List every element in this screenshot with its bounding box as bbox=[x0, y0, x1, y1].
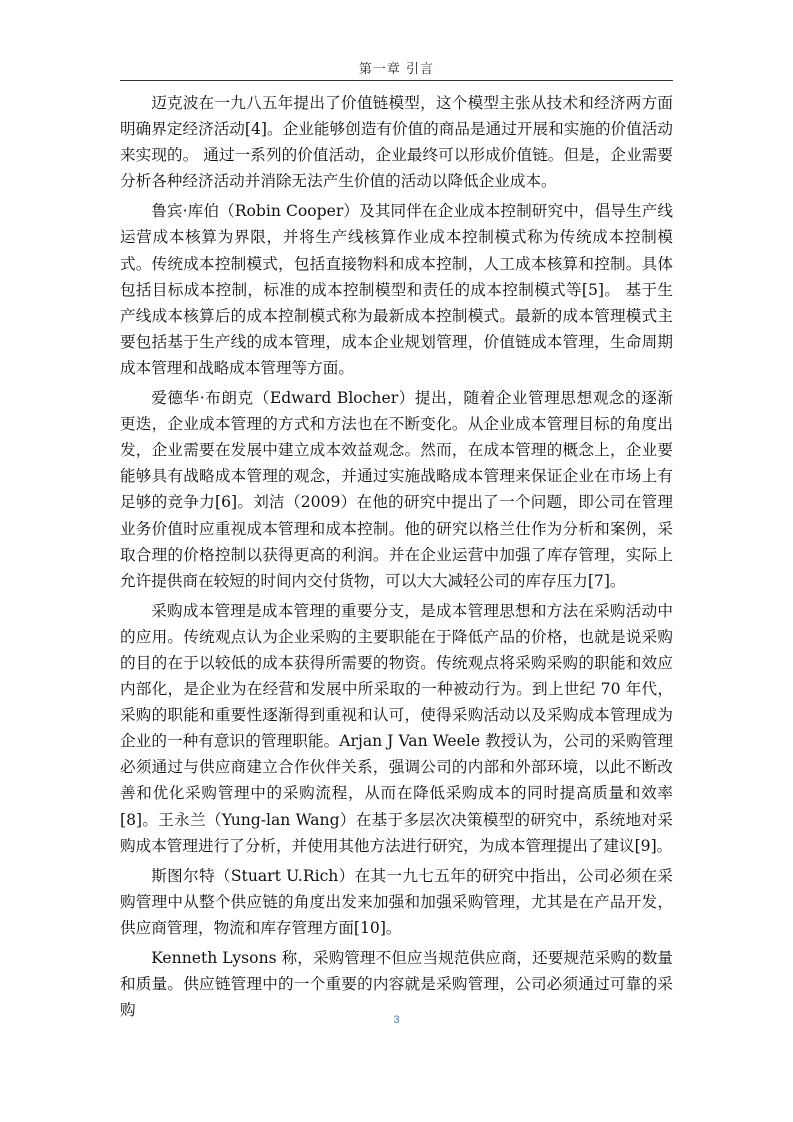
header-divider bbox=[120, 80, 673, 81]
paragraph-edward-blocher: 爱德华·布朗克（Edward Blocher）提出，随着企业管理思想观念的逐渐更迭，企业成本管理的方式和方法也在不断变化。从企业成本管理目标的角度出发，企业需要在发展中建立成本效益观念。然而，在成本管理的概念上，企业要能够具有战略成本管理的观念，并通过实施战略成本管理来保证企业在市场上有足够的竞争力[6]。刘洁（2009）在他的研究中提出了一个问题，即公司在管理业务价值时应重视成本管理和成本控制。他的研究以格兰仕作为分析和案例，采取合理的价格控制以获得更高的利润。并在企业运营中加强了库存管理，实际上允许提供商在较短的时间内交付货物，可以大大减轻公司的库存压力[7]。 bbox=[120, 389, 673, 590]
body-text bbox=[120, 90, 673, 1027]
paragraph-robin-cooper: 鲁宾·库伯（Robin Cooper）及其同伴在企业成本控制研究中，倡导生产线运营成本核算为界限，并将生产线核算作业成本控制模式称为传统成本控制模式。传统成本控制模式，包括直接物料和成本控制，人工成本核算和控制。具体包括目标成本控制，标准的成本控制模型和责任的成本控制模式等[5]。 基于生产线成本核算后的成本控制模式称为最新成本控制模式。最新的成本管理模式主要包括基于生产线的成本管理，成本企业规划管理，价值链成本管理，生命周期成本管理和战略成本管理等方面。 bbox=[120, 202, 673, 377]
page-number: 3 bbox=[393, 1014, 400, 1026]
chapter-header: 第一章 引言 bbox=[358, 62, 435, 77]
paragraph-kenneth-lysons: Kenneth Lysons 称，采购管理不但应当规范供应商，还要规范采购的数量和质量。供应链管理中的一个重要的内容就是采购管理，公司必须通过可靠的采购 bbox=[120, 949, 673, 1020]
paragraph-value-chain: 迈克波在一九八五年提出了价值链模型，这个模型主张从技术和经济两方面明确界定经济活动[4]。企业能够创造有价值的商品是通过开展和实施的价值活动来实现的。 通过一系列的价值活动，企业最终可以形成价值链。但是，企业需要分析各种经济活动并消除无法产生价值的活动以降低企业成本。 bbox=[120, 94, 673, 191]
paragraph-stuart-rich: 斯图尔特（Stuart U.Rich）在其一九七五年的研究中指出，公司必须在采购管理中从整个供应链的角度出发来加强和加强采购管理，尤其是在产品开发，供应商管理，物流和库存管理方面[10]。 bbox=[120, 866, 673, 937]
paragraph-procurement-cost: 采购成本管理是成本管理的重要分支，是成本管理思想和方法在采购活动中的应用。传统观点认为企业采购的主要职能在于降低产品的价格，也就是说采购的目的在于以较低的成本获得所需要的物资。传统观点将采购采购的职能和效应内部化，是企业为在经营和发展中所采取的一种被动行为。到上世纪 70 年代，采购的职能和重要性逐渐得到重视和认可，使得采购活动以及采购成本管理成为企业的一种有意识的管理职能。Arjan J Van Weele 教授认为，公司的采购管理必须通过与供应商建立合作伙伴关系，强调公司的内部和外部环境，以此不断改善和优化采购管理中的采购流程，从而在降低采购成本的同时提高质量和效率 [8]。王永兰（Yung-lan Wang）在基于多层次决策模型的研究中，系统地对采购成本管理进行了分析，并使用其他方法进行研究，为成本管理提出了建议[9]。 bbox=[120, 601, 673, 855]
